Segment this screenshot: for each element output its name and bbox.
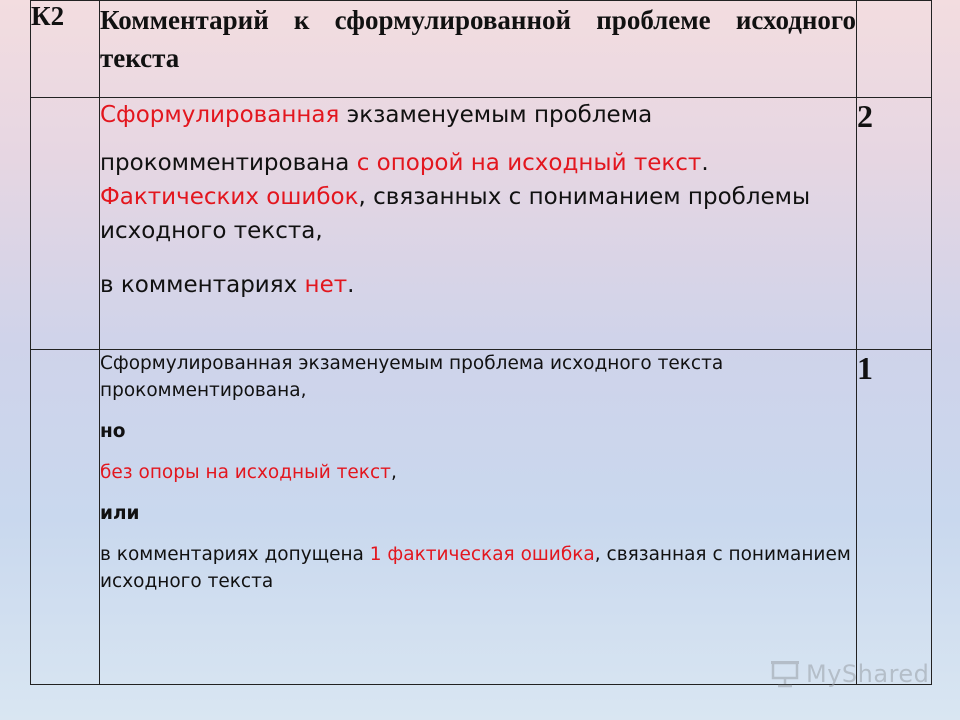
text-run: , xyxy=(390,462,397,483)
score-cell: 2 xyxy=(857,98,932,350)
header-score-cell xyxy=(857,1,932,98)
text-run: в комментариях xyxy=(100,272,305,298)
text-run: в комментариях допущена xyxy=(100,544,370,565)
desc-line: Сформулированная экзаменуемым проблема исходного текста прокомментирована, xyxy=(100,353,724,401)
empty-code-cell xyxy=(31,350,100,685)
desc-line xyxy=(100,98,856,132)
desc-connector-or: или xyxy=(100,503,140,524)
table-row xyxy=(31,350,932,685)
watermark-text: MyShared xyxy=(806,660,930,688)
presentation-screen-icon xyxy=(770,660,800,688)
desc-line xyxy=(100,268,856,302)
text-run: . xyxy=(347,272,355,298)
criterion-title-cell: Комментарий к сформулированной проблеме исходного текста xyxy=(100,1,857,98)
table-row xyxy=(31,98,932,350)
text-highlight: 1 фактическая ошибка xyxy=(369,544,595,565)
text-highlight: нет xyxy=(304,272,348,298)
desc-line xyxy=(100,541,856,595)
criterion-description-1pt xyxy=(100,350,857,685)
desc-line xyxy=(100,459,856,486)
text-highlight: Сформулированная xyxy=(100,102,340,128)
text-run: . xyxy=(701,150,709,176)
score-cell: 1 xyxy=(857,350,932,685)
text-run: прокомментирована xyxy=(100,150,357,176)
table-header-row xyxy=(31,1,932,98)
text-run: экзаменуемым проблема xyxy=(339,102,653,128)
criterion-code-cell: К2 xyxy=(31,1,100,98)
desc-line xyxy=(100,146,856,248)
text-highlight: без опоры на исходный текст xyxy=(100,462,391,483)
criterion-description-2pts xyxy=(100,98,857,350)
empty-code-cell xyxy=(31,98,100,350)
text-highlight: с опорой на исходный текст xyxy=(356,150,702,176)
text-highlight: Фактических ошибок xyxy=(100,184,359,210)
watermark xyxy=(770,658,930,690)
text-run: , связанных с пониманием проблемы исходного текста, xyxy=(100,184,811,244)
criteria-table xyxy=(30,0,932,685)
desc-connector-but: но xyxy=(100,421,126,442)
text-run: , связанная с пониманием исходного текста xyxy=(100,544,851,592)
